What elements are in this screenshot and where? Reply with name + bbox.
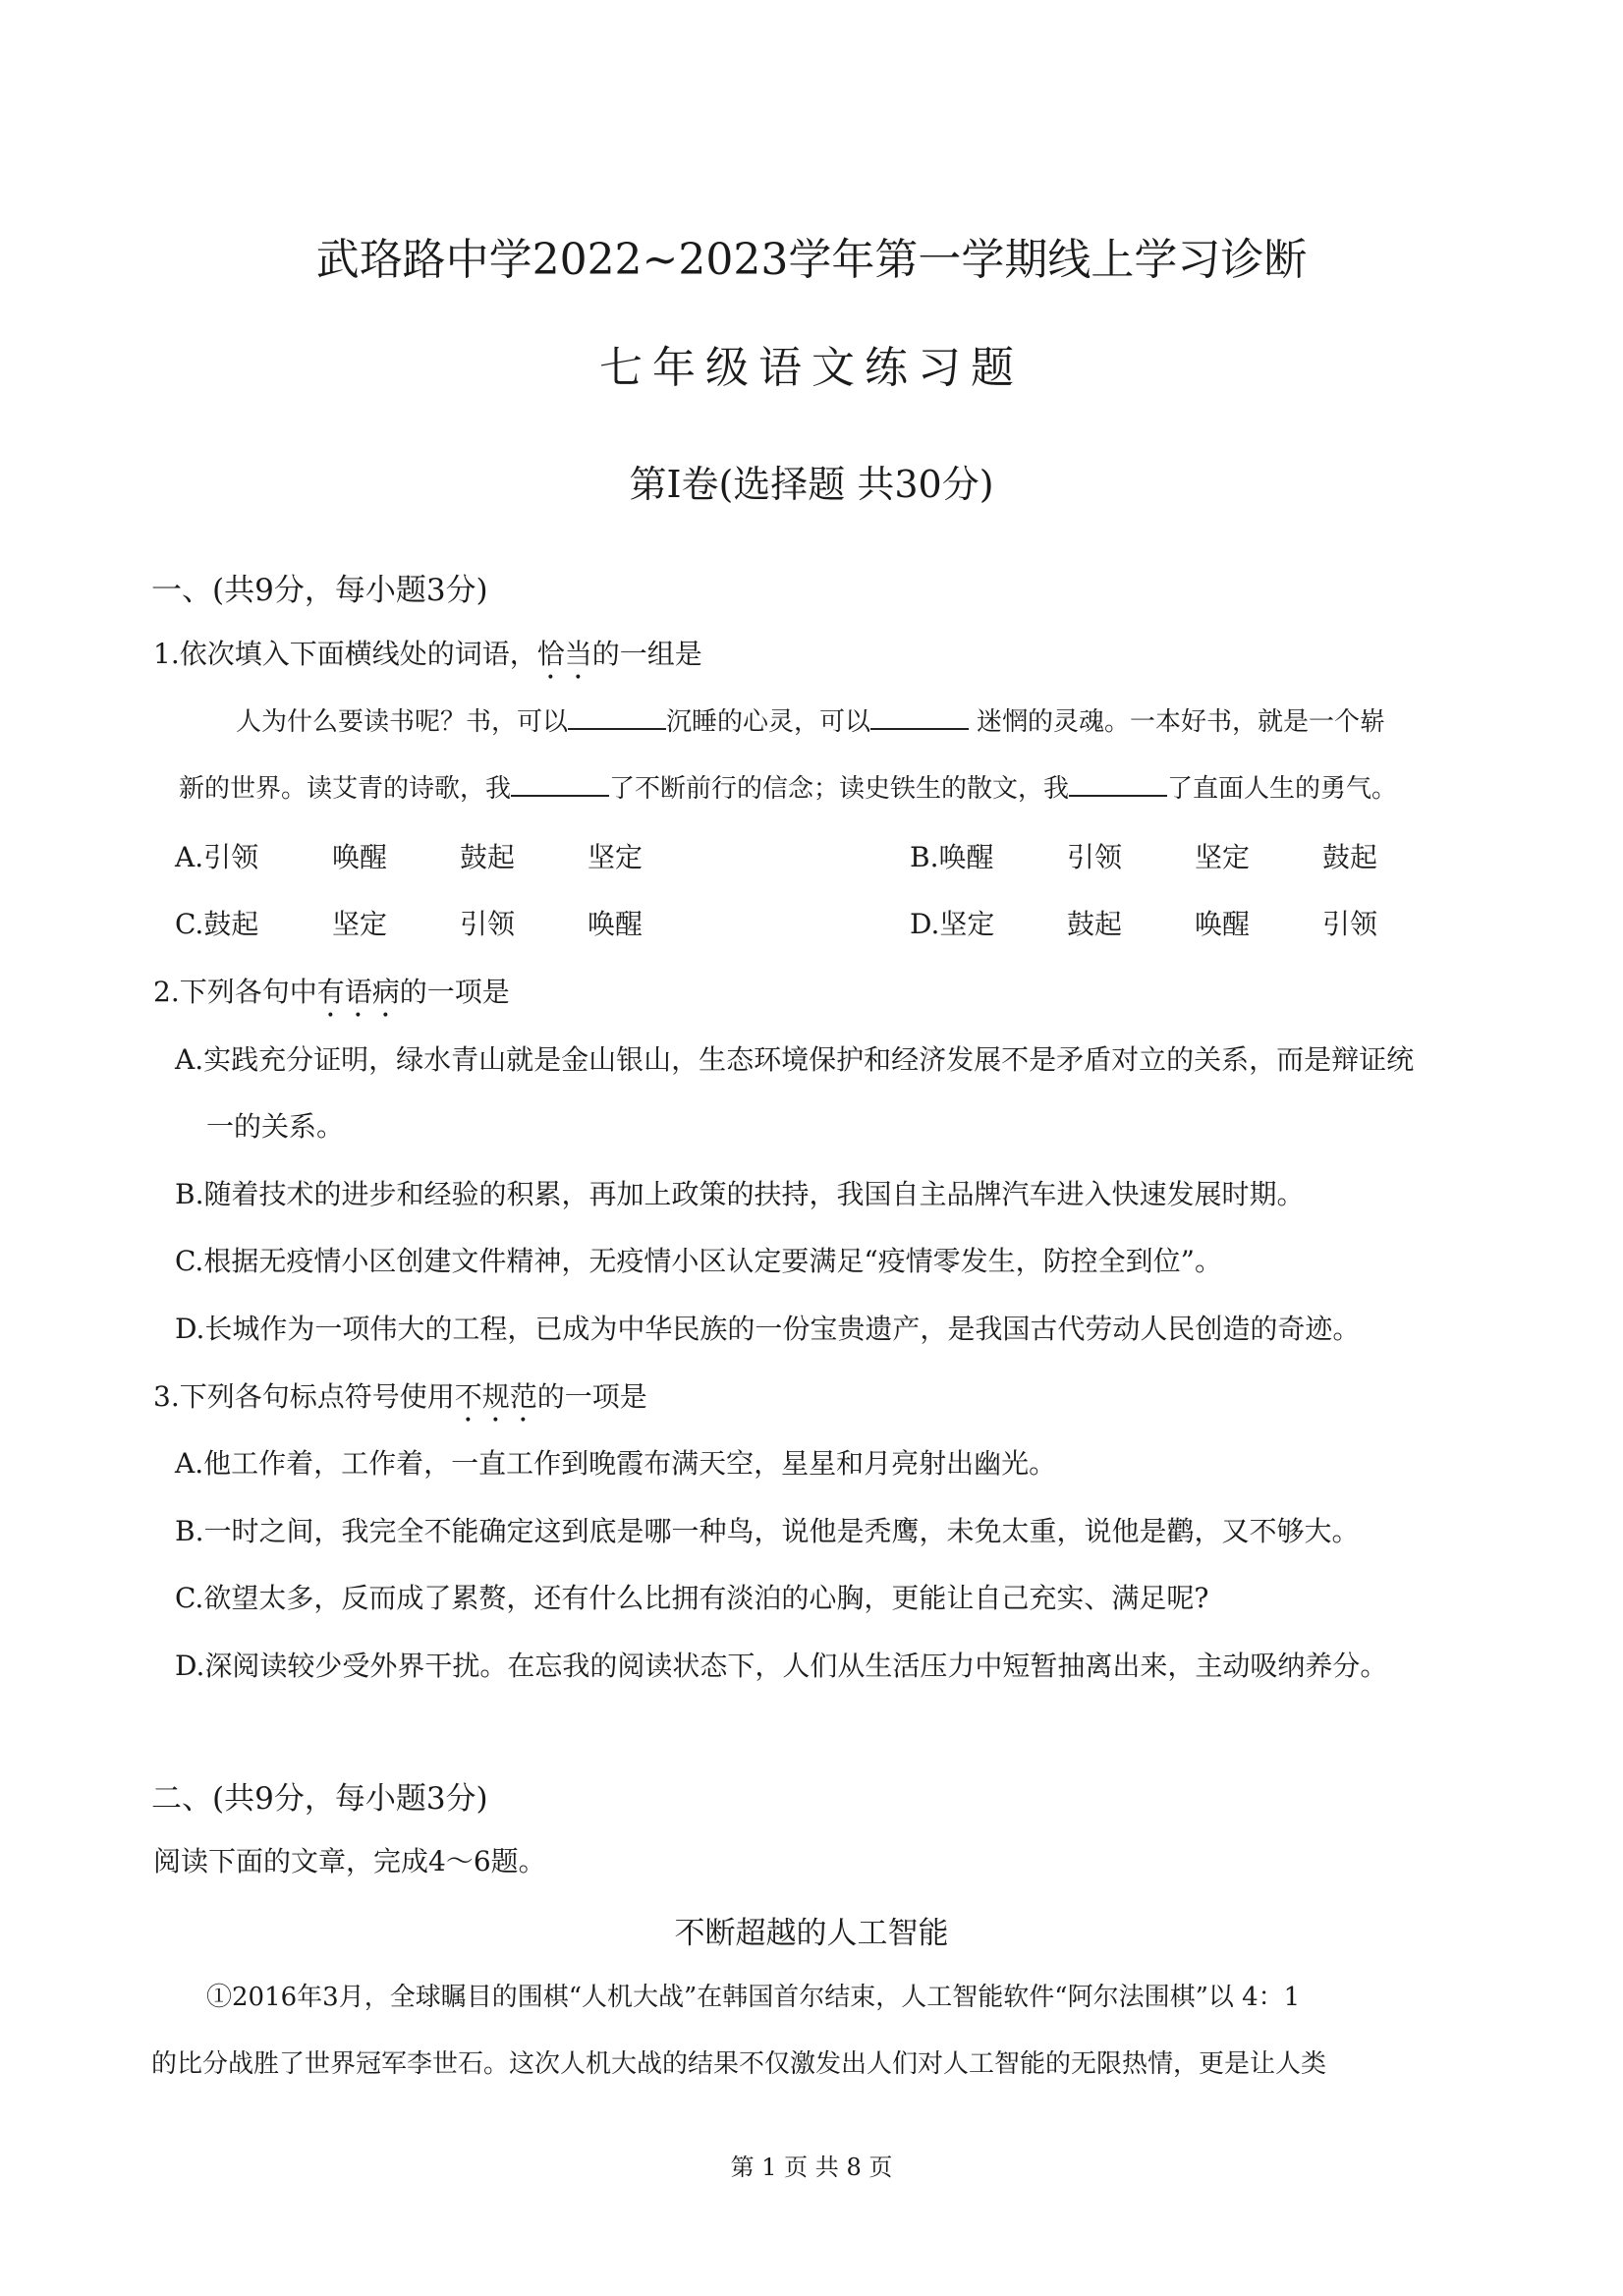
option-word: 坚定 <box>1195 841 1251 873</box>
option-word: 引领 <box>460 908 516 940</box>
option-1d <box>910 903 1377 942</box>
passage-text: 沉睡的心灵，可以 <box>666 707 871 737</box>
option-word: 鼓起 <box>460 841 516 873</box>
option-word: 唤醒 <box>588 908 644 940</box>
passage-text: 人为什么要读书呢？书，可以 <box>236 707 569 737</box>
option-word: 坚定 <box>332 908 388 940</box>
option-2c: C.根据无疫情小区创建文件精神，无疫情小区认定要满足“疫情零发生，防控全到位”。 <box>175 1245 1222 1277</box>
option-3d: D.深阅读较少受外界干扰。在忘我的阅读状态下，人们从生活压力中短暂抽离出来，主动吸纳养分。 <box>175 1650 1388 1682</box>
option-2b: B.随着技术的进步和经验的积累，再加上政策的扶持，我国自主品牌汽车进入快速发展时期。 <box>175 1178 1305 1210</box>
stem-text: 的一项是 <box>399 976 510 1008</box>
option-word: A.引领 <box>175 841 259 873</box>
option-1c <box>175 903 643 942</box>
passage-text: 新的世界。读艾青的诗歌，我 <box>179 774 512 804</box>
passage-text: 了直面人生的勇气。 <box>1167 774 1398 804</box>
question-1-stem <box>153 633 702 686</box>
option-2a-line-2: 一的关系。 <box>206 1110 345 1143</box>
fill-blank <box>870 702 969 730</box>
stem-text: 1.依次填入下面横线处的词语， <box>153 638 537 670</box>
stem-text: 的一项是 <box>536 1380 647 1413</box>
reading-instruction: 阅读下面的文章，完成4～6题。 <box>153 1845 546 1877</box>
option-3a: A.他工作着，工作着，一直工作到晚霞布满天空，星星和月亮射出幽光。 <box>175 1447 1057 1480</box>
option-word: 唤醒 <box>332 841 388 873</box>
option-word: 唤醒 <box>1195 908 1251 940</box>
emphasis-word: 有语病 <box>316 976 400 1008</box>
exam-title: 武珞路中学2022~2023学年第一学期线上学习诊断 <box>315 235 1308 285</box>
option-2a-line-1: A.实践充分证明，绿水青山就是金山银山，生态环境保护和经济发展不是矛盾对立的关系，而是辩证统 <box>175 1043 1415 1076</box>
question-2-stem <box>153 971 510 1024</box>
fill-blank <box>511 769 609 797</box>
option-word: D.坚定 <box>910 908 995 940</box>
option-1a <box>175 836 643 875</box>
option-3c: C.欲望太多，反而成了累赘，还有什么比拥有淡泊的心胸，更能让自己充实、满足呢? <box>175 1582 1209 1614</box>
article-title: 不断超越的人工智能 <box>674 1916 949 1951</box>
option-1b <box>910 836 1377 875</box>
section-2-heading: 二、(共9分，每小题3分) <box>151 1781 488 1817</box>
option-word: 引领 <box>1322 908 1378 940</box>
option-3b: B.一时之间，我完全不能确定这到底是哪一种鸟，说他是秃鹰，未免太重，说他是鹳，又不够大。 <box>175 1515 1360 1547</box>
emphasis-word: 不规范 <box>454 1380 537 1413</box>
question-3-stem <box>153 1375 647 1428</box>
option-word: 坚定 <box>588 841 644 873</box>
passage-text: 了不断前行的信念；读史铁生的散文，我 <box>609 774 1070 804</box>
stem-text: 的一组是 <box>591 638 702 670</box>
option-word: B.唤醒 <box>910 841 994 873</box>
page-number: 第 1 页 共 8 页 <box>730 2154 893 2181</box>
emphasis-word: 恰当 <box>536 638 592 670</box>
option-word: C.鼓起 <box>175 908 259 940</box>
volume-heading: 第Ⅰ卷(选择题 共30分) <box>629 463 994 506</box>
exam-subtitle: 七年级语文练习题 <box>599 343 1024 393</box>
passage-line-1 <box>236 701 1385 738</box>
fill-blank <box>568 702 666 730</box>
option-word: 引领 <box>1067 841 1123 873</box>
option-word: 鼓起 <box>1322 841 1378 873</box>
stem-text: 2.下列各句中 <box>153 976 317 1008</box>
stem-text: 3.下列各句标点符号使用 <box>153 1380 455 1413</box>
passage-line-2 <box>179 768 1397 805</box>
section-1-heading: 一、(共9分，每小题3分) <box>151 573 488 608</box>
option-2d: D.长城作为一项伟大的工程，已成为中华民族的一份宝贵遗产，是我国古代劳动人民创造的奇迹。 <box>175 1313 1361 1345</box>
fill-blank <box>1069 769 1167 797</box>
article-paragraph-1-line-1: ①2016年3月，全球瞩目的围棋“人机大战”在韩国首尔结束，人工智能软件“阿尔法围棋”以 4：1 <box>206 1983 1301 2012</box>
option-word: 鼓起 <box>1067 908 1123 940</box>
article-paragraph-1-line-2: 的比分战胜了世界冠军李世石。这次人机大战的结果不仅激发出人们对人工智能的无限热情，更是让人类 <box>151 2049 1327 2079</box>
passage-text: 迷惘的灵魂。一本好书，就是一个崭 <box>977 707 1386 737</box>
